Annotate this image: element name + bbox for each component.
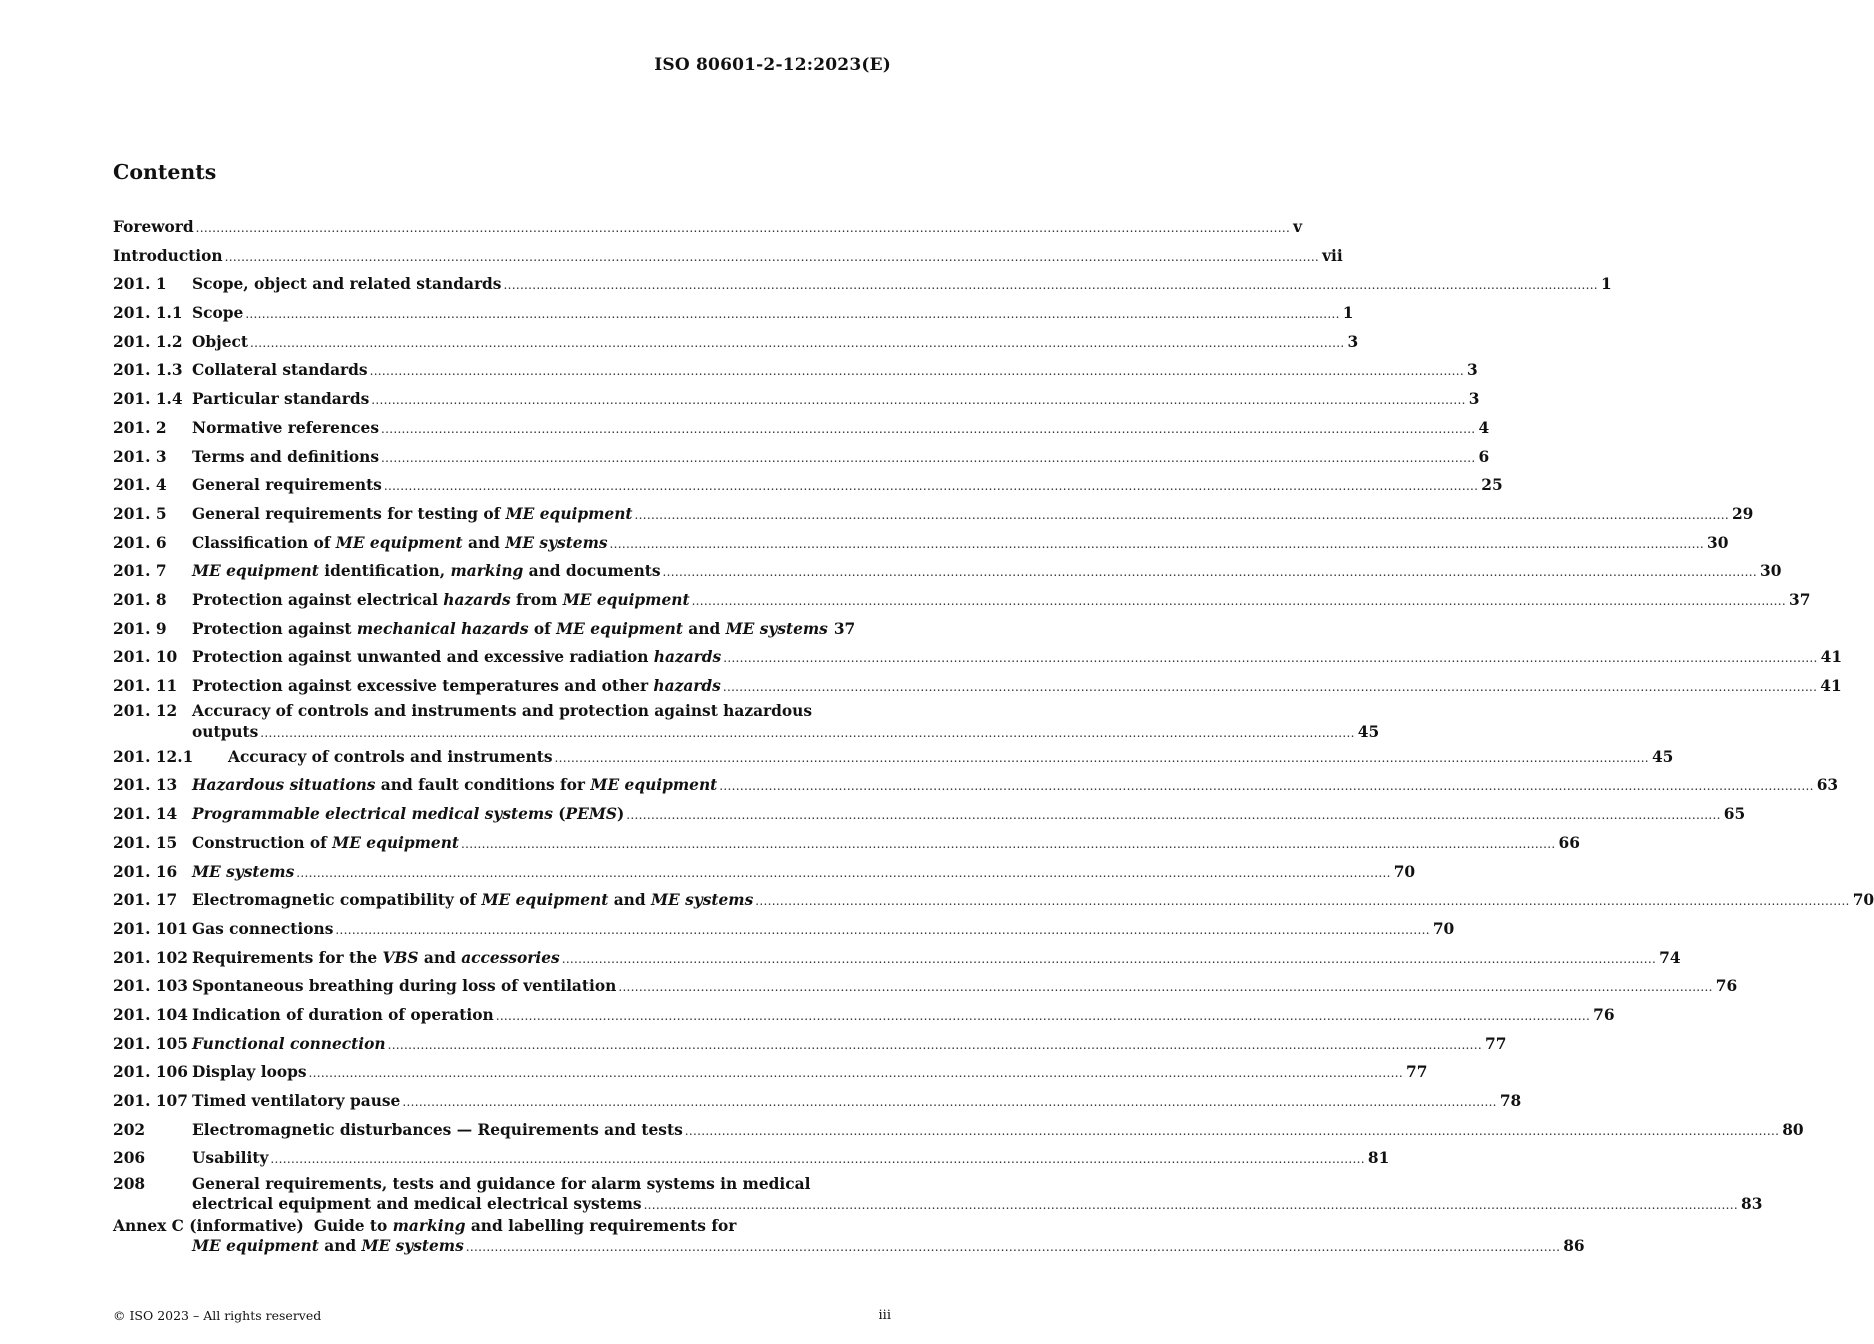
toc-title: Foreword [113,218,194,236]
toc-number: 201. 13 [113,776,178,795]
toc-number: 201. 10 [113,648,178,667]
toc-page: 86 [1563,1237,1585,1256]
toc-page: 81 [1367,1149,1390,1168]
toc-number: 201. 11 [113,677,178,695]
toc-entry[interactable]: 201. 12 Accuracy of controls and instruments and protection against hazardous outputs .......................................................................................................................................................................................................................................................................... 45 [113,702,1380,741]
toc-title: Electromagnetic compatibility of ME equipment and ME systems [192,891,754,910]
toc-title-continued: electrical equipment and medical electrical systems [192,1195,642,1214]
toc-page: 78 [1499,1092,1522,1111]
toc-title-continued: outputs [192,722,259,741]
toc-title: Terms and definitions [192,447,380,466]
toc-number: 201. 104 [113,1005,188,1024]
toc-number: 201. 3 [113,447,167,466]
toc-entry[interactable]: 201. 1.1 Scope .......................................................................................................................................................................................................................................................................... 1 [113,299,837,328]
toc-page: 76 [1715,977,1738,996]
toc-number: 201. 105 [113,1034,188,1053]
toc-page: 83 [1741,1195,1763,1214]
toc-page: 66 [1558,833,1580,852]
toc-title: Introduction [113,246,223,265]
contents-heading: Contents [113,160,217,184]
toc-title: Object [192,332,249,351]
toc-title: Classification of ME equipment and ME systems [192,533,608,552]
toc-title: Usability [192,1149,269,1168]
table-of-contents [113,213,1874,1257]
toc-title: Protection against unwanted and excessive radiation hazards [192,648,722,667]
toc-title: Particular standards [192,390,370,409]
toc-page: 6 [1478,447,1490,466]
toc-title: Display loops [191,1063,307,1082]
toc-page: 3 [1468,390,1480,409]
toc-title: ME equipment identification, marking and documents [192,562,661,581]
toc-title: Hazardous situations and fault conditions for ME equipment [192,776,718,795]
toc-number: Annex C (informative) [113,1216,304,1235]
toc-number: 201. 8 [113,590,167,609]
toc-page: 41 [1820,677,1842,695]
toc-page: 70 [1432,919,1455,938]
toc-entry[interactable]: 201. 104 Indication of duration of operation .......................................................................................................................................................................................................................................................................... 76 [113,1001,837,1030]
toc-number: 201. 7 [113,562,167,581]
toc-number: 201. 1.4 [113,390,183,409]
toc-entry-annex-c[interactable]: Annex C (informative) Guide to marking and labelling requirements for ME equipment and ME systems .......................................................................................................................................................................................................................................................................... 86 [113,1216,1585,1256]
toc-title: Protection against mechanical hazards of ME equipment and ME systems [192,619,828,638]
toc-number: 201. 101 [113,919,188,938]
toc-page: 1 [1342,304,1354,323]
toc-entry[interactable]: 201. 105 Functional connection .......................................................................................................................................................................................................................................................................... 77 [113,1030,837,1059]
toc-number: 201. 106 [113,1063,188,1082]
toc-title: Guide to marking and labelling requirements for [313,1216,737,1235]
toc-title: General requirements [192,476,382,495]
toc-page: 3 [1347,332,1359,351]
toc-entry[interactable]: 201. 17 Electromagnetic compatibility of ME equipment and ME systems .......................................................................................................................................................................................................................................................................... 70 [113,886,837,915]
toc-entry[interactable]: 201. 16 ME systems .......................................................................................................................................................................................................................................................................... 70 [113,858,837,887]
toc-entry[interactable]: 201. 1.3 Collateral standards .......................................................................................................................................................................................................................................................................... 3 [113,356,837,385]
toc-entry[interactable]: 201. 14 Programmable electrical medical systems (PEMS) .......................................................................................................................................................................................................................................................................... 65 [113,800,837,829]
toc-entry[interactable]: 201. 10 Protection against unwanted and excessive radiation hazards .......................................................................................................................................................................................................................................................................... 41 [113,643,837,672]
toc-entry[interactable]: 208 General requirements, tests and guidance for alarm systems in medical electrical equipment and medical electrical systems .......................................................................................................................................................................................................................................................................... 83 [113,1174,1763,1214]
toc-entry[interactable]: 201. 8 Protection against electrical hazards from ME equipment .......................................................................................................................................................................................................................................................................... 37 [113,586,837,615]
toc-title: Timed ventilatory pause [191,1092,401,1111]
toc-number: 201. 2 [113,418,167,437]
toc-title: General requirements, tests and guidance for alarm systems in medical [192,1174,811,1193]
toc-entry[interactable]: 201. 6 Classification of ME equipment and ME systems .......................................................................................................................................................................................................................................................................... 30 [113,529,837,558]
toc-title: Programmable electrical medical systems (PEMS) [192,805,625,824]
toc-number: 201. 1.1 [113,304,183,323]
toc-entry[interactable]: 201. 107 Timed ventilatory pause .......................................................................................................................................................................................................................................................................... 78 [113,1087,837,1116]
toc-number: 201. 14 [113,805,178,824]
toc-entry[interactable]: 202 Electromagnetic disturbances — Requirements and tests .......................................................................................................................................................................................................................................................................... 80 [113,1116,837,1145]
toc-title: Accuracy of controls and instruments [228,747,553,766]
toc-number: 201. 1.3 [113,361,183,380]
toc-entry[interactable]: 201. 5 General requirements for testing of ME equipment .......................................................................................................................................................................................................................................................................... 29 [113,500,837,529]
toc-entry[interactable]: 201. 1 Scope, object and related standards .......................................................................................................................................................................................................................................................................... 1 [113,270,837,299]
toc-page: 70 [1393,862,1416,881]
toc-page: 74 [1659,948,1681,967]
toc-page: 77 [1485,1034,1507,1053]
toc-entry[interactable]: 201. 3 Terms and definitions .......................................................................................................................................................................................................................................................................... 6 [113,443,837,472]
toc-title: Construction of ME equipment [192,833,460,852]
toc-entry[interactable]: 201. 102 Requirements for the VBS and accessories .......................................................................................................................................................................................................................................................................... 74 [113,944,837,973]
toc-number: 201. 5 [113,504,167,523]
toc-title: Protection against excessive temperatures and other hazards [192,677,721,695]
toc-page: 29 [1731,504,1754,523]
toc-number: 201. 16 [113,862,178,881]
toc-number: 201. 1.2 [113,332,183,351]
toc-page: 65 [1723,805,1746,824]
toc-page: vii [1322,246,1343,265]
document-id: ISO 80601-2-12:2023(E) [654,55,891,75]
toc-entry[interactable]: 201. 1.2 Object .......................................................................................................................................................................................................................................................................... 3 [113,328,837,357]
toc-title: Electromagnetic disturbances — Requirements and tests [192,1120,683,1139]
toc-title: Protection against electrical hazards from ME equipment [192,590,690,609]
toc-title: Spontaneous breathing during loss of ventilation [191,977,617,996]
toc-number: 208 [113,1174,146,1193]
toc-number: 201. 12.1 [113,747,194,766]
toc-title: Scope [192,304,244,323]
toc-title: ME systems [192,862,295,881]
toc-title: Collateral standards [192,361,368,380]
toc-entry[interactable]: 201. 7 ME equipment identification, marking and documents .......................................................................................................................................................................................................................................................................... 30 [113,557,837,586]
toc-number: 201. 9 [113,619,167,638]
toc-entry[interactable] [113,615,856,644]
toc-page: 45 [1651,747,1674,766]
page-number: iii [878,1308,891,1323]
toc-entry[interactable]: 201. 13 Hazardous situations and fault conditions for ME equipment .......................................................................................................................................................................................................................................................................... 63 [113,771,837,800]
toc-entry[interactable]: 201. 1.4 Particular standards .......................................................................................................................................................................................................................................................................... 3 [113,385,837,414]
toc-entry[interactable]: 206 Usability .......................................................................................................................................................................................................................................................................... 81 [113,1144,837,1173]
toc-page: 63 [1816,776,1839,795]
toc-number: 201. 17 [113,891,178,910]
toc-title: Normative references [192,418,379,437]
toc-title: Accuracy of controls and instruments and protection against hazardous [192,702,813,721]
toc-title: Indication of duration of operation [191,1005,494,1024]
toc-entry[interactable]: 201. 101 Gas connections .......................................................................................................................................................................................................................................................................... 70 [113,915,837,944]
toc-page: 70 [1852,891,1874,910]
toc-entry[interactable]: 201. 106 Display loops .......................................................................................................................................................................................................................................................................... 77 [113,1058,837,1087]
toc-title: Functional connection [191,1034,386,1053]
toc-entry[interactable]: 201. 15 Construction of ME equipment .......................................................................................................................................................................................................................................................................... 66 [113,829,837,858]
toc-entry-foreword[interactable]: Foreword .......................................................................................................................................................................................................................................................................... v [113,213,837,242]
toc-number: 201. 6 [113,533,167,552]
toc-number: 201. 1 [113,275,167,294]
toc-title: Scope, object and related standards [192,275,502,294]
toc-page: 45 [1357,722,1380,741]
toc-title: Gas connections [191,919,334,938]
copyright-notice: © ISO 2023 – All rights reserved [113,1308,322,1323]
toc-title: General requirements for testing of ME equipment [192,504,633,523]
toc-entry-introduction[interactable]: Introduction .......................................................................................................................................................................................................................................................................... vii [113,242,837,271]
toc-number: 201. 4 [113,476,167,495]
toc-page: 30 [1707,533,1729,552]
toc-page: 77 [1405,1063,1428,1082]
toc-title-continued: ME equipment and ME systems [192,1237,464,1256]
toc-page: 30 [1760,562,1782,581]
toc-page: 4 [1478,418,1490,437]
toc-page: 25 [1481,476,1503,495]
toc-page: 1 [1600,275,1612,294]
toc-entry[interactable]: 201. 12.1 Accuracy of controls and instruments .......................................................................................................................................................................................................................................................................... 45 [113,743,837,772]
toc-page: 3 [1467,361,1478,380]
toc-number: 201. 107 [113,1092,188,1111]
toc-page: 41 [1820,648,1843,667]
toc-number: 201. 12 [113,702,178,721]
toc-entry[interactable]: 201. 4 General requirements .......................................................................................................................................................................................................................................................................... 25 [113,471,837,500]
toc-number: 201. 102 [113,948,188,967]
toc-number: 202 [113,1120,146,1139]
toc-page: 76 [1593,1005,1615,1024]
toc-page: v [1293,218,1303,236]
toc-title: Requirements for the VBS and accessories [191,948,560,967]
toc-page: 37 [833,619,856,638]
toc-page: 80 [1782,1120,1804,1139]
toc-number: 201. 103 [113,977,188,996]
toc-number: 201. 15 [113,833,178,852]
toc-entry[interactable]: 201. 2 Normative references .......................................................................................................................................................................................................................................................................... 4 [113,414,837,443]
toc-entry[interactable]: 201. 103 Spontaneous breathing during loss of ventilation .......................................................................................................................................................................................................................................................................... 76 [113,972,837,1001]
toc-number: 206 [113,1149,146,1168]
toc-entry[interactable]: 201. 11 Protection against excessive temperatures and other hazards .......................................................................................................................................................................................................................................................................... 41 [113,672,837,701]
toc-page: 37 [1789,590,1811,609]
